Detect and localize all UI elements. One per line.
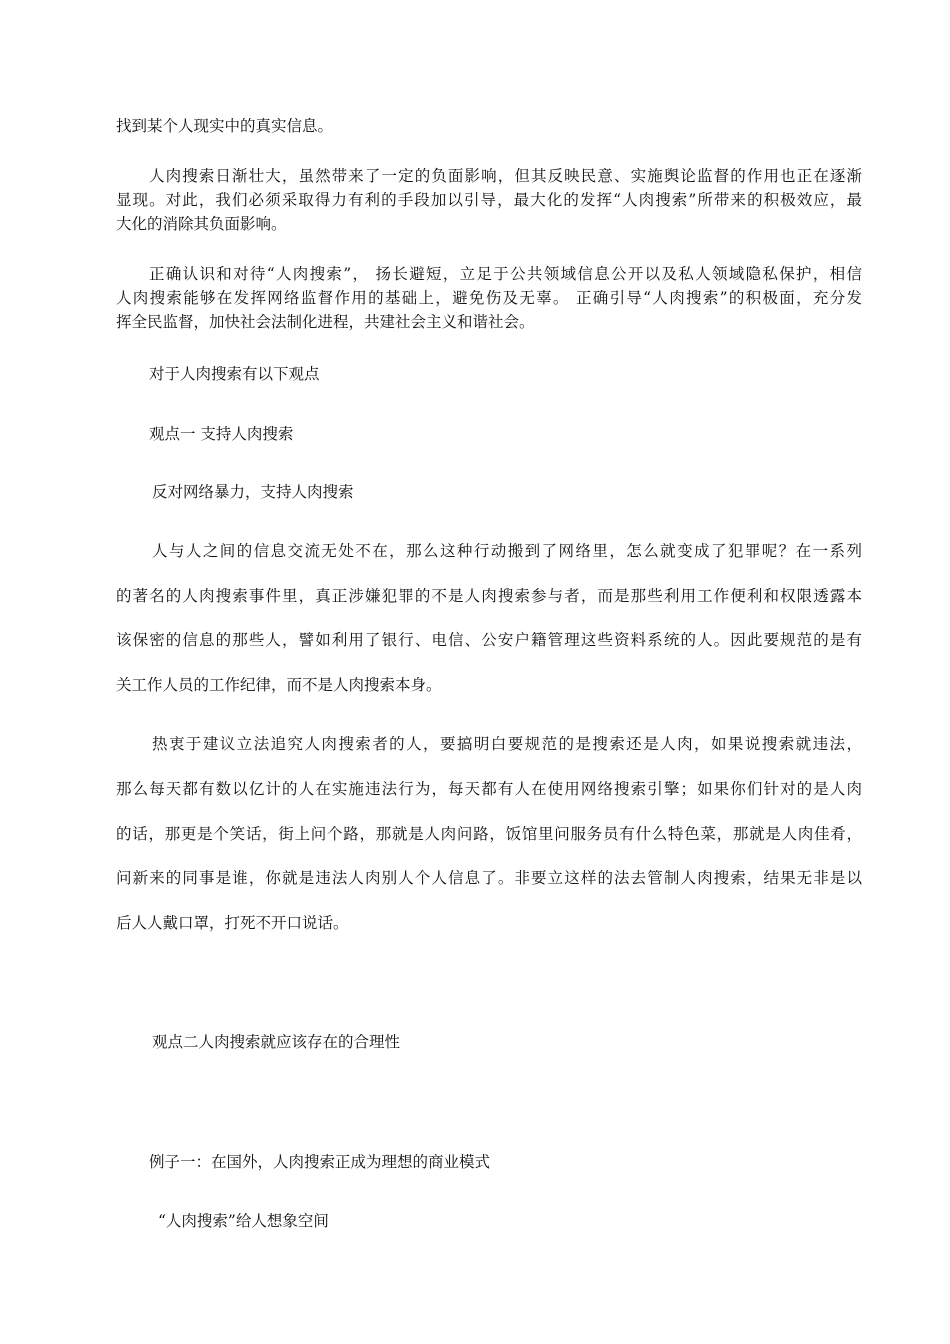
example-one-heading: 例子一：在国外，人肉搜索正成为理想的商业模式 <box>149 1153 491 1171</box>
example-one-subheading: “人肉搜索”给人想象空间 <box>158 1212 329 1230</box>
paragraph-1-line-1: 人肉搜索日渐壮大，虽然带来了一定的负面影响，但其反映民意、实施舆论监督的作用也正在逐渐 <box>149 167 862 185</box>
paragraph-2-line-3: 挥全民监督，加快社会法制化进程，共建社会主义和谐社会。 <box>116 313 535 331</box>
paragraph-3-line-2: 的著名的人肉搜索事件里，真正涉嫌犯罪的不是人肉搜索参与者，而是那些利用工作便利和权限透露本 <box>116 587 862 605</box>
paragraph-4-line-5: 后人人戴口罩，打死不开口说话。 <box>116 914 349 932</box>
view-two-heading: 观点二人肉搜索就应该存在的合理性 <box>152 1033 401 1051</box>
paragraph-4-line-4: 问新来的同事是谁，你就是违法人肉别人个人信息了。非要立这样的法去管制人肉搜索，结果无非是以 <box>116 869 862 887</box>
paragraph-2-line-2: 人肉搜索能够在发挥网络监督作用的基础上，避免伤及无辜。 正确引导“人肉搜索”的积极面，充分发 <box>116 289 862 307</box>
view-one-heading: 观点一 支持人肉搜索 <box>149 425 294 443</box>
view-one-subheading: 反对网络暴力，支持人肉搜索 <box>152 483 354 501</box>
paragraph-1-line-3: 大化的消除其负面影响。 <box>116 215 287 233</box>
views-heading: 对于人肉搜索有以下观点 <box>149 365 320 383</box>
paragraph-4-line-3: 的话，那更是个笑话，街上问个路，那就是人肉问路，饭馆里问服务员有什么特色菜，那就是人肉佳肴， <box>116 825 862 843</box>
paragraph-3-line-1: 人与人之间的信息交流无处不在，那么这种行动搬到了网络里，怎么就变成了犯罪呢？在一系列 <box>152 542 862 560</box>
paragraph-1-line-2: 显现。对此，我们必须采取得力有利的手段加以引导，最大化的发挥“人肉搜索”所带来的积极效应，最 <box>116 191 862 209</box>
intro-line: 找到某个人现实中的真实信息。 <box>116 117 334 135</box>
paragraph-3-line-4: 关工作人员的工作纪律，而不是人肉搜索本身。 <box>116 676 442 694</box>
paragraph-2-line-1: 正确认识和对待“人肉搜索”， 扬长避短，立足于公共领域信息公开以及私人领域隐私保护，相信 <box>149 265 862 283</box>
paragraph-4-line-2: 那么每天都有数以亿计的人在实施违法行为，每天都有人在使用网络搜索引擎；如果你们针对的是人肉 <box>116 780 862 798</box>
paragraph-4-line-1: 热衷于建议立法追究人肉搜索者的人，要搞明白要规范的是搜索还是人肉，如果说搜索就违法， <box>152 735 862 753</box>
paragraph-3-line-3: 该保密的信息的那些人，譬如利用了银行、电信、公安户籍管理这些资料系统的人。因此要规范的是有 <box>116 631 862 649</box>
